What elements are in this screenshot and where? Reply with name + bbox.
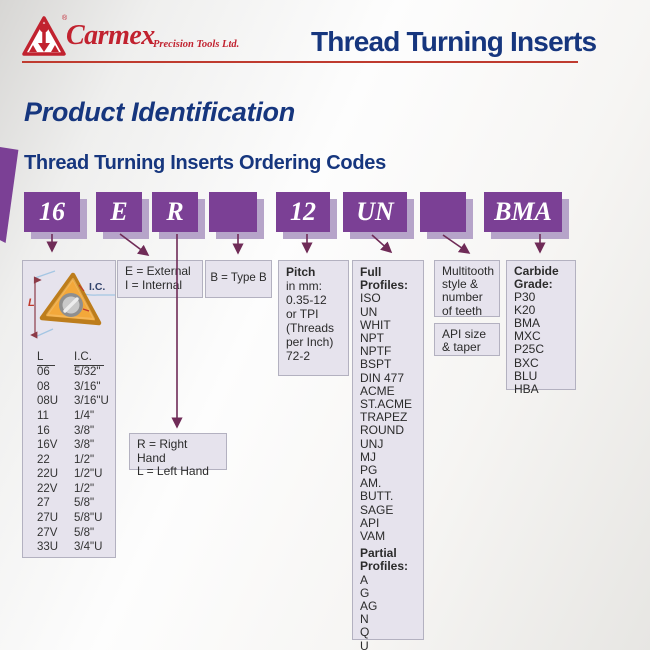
- size-table-row: 27V 5/8": [37, 526, 95, 539]
- carbide-grade-item: BXC: [514, 355, 539, 370]
- dimension-label-l: L: [28, 297, 35, 309]
- multitooth-line: style &: [442, 277, 479, 292]
- code-box-hand: R: [152, 192, 198, 232]
- size-table-row: 22 1/2": [37, 453, 95, 466]
- full-profile-item: ROUND: [360, 423, 404, 438]
- type-b-text: B = Type B: [210, 272, 267, 285]
- full-profile-item: TRAPEZ: [360, 410, 408, 425]
- code-box-pitch: 12: [276, 192, 330, 232]
- code-box-external: E: [96, 192, 142, 232]
- pitch-line: or TPI: [286, 307, 319, 321]
- partial-profile-item: G: [360, 585, 370, 600]
- api-line: & taper: [442, 340, 481, 355]
- partial-profile-item: A: [360, 572, 369, 587]
- full-profile-item: MJ: [360, 449, 376, 464]
- partial-profile-item: AG: [360, 599, 378, 614]
- pitch-line: (Threads: [286, 321, 335, 335]
- carbide-grades-list: [514, 291, 568, 397]
- carbide-grade-item: BLU: [514, 368, 538, 383]
- multitooth-line: of teeth: [442, 303, 483, 318]
- full-profile-item: ST.ACME: [360, 397, 413, 412]
- full-profile-item: UNJ: [360, 436, 384, 451]
- full-profiles-list: [360, 292, 416, 543]
- full-profile-item: PG: [360, 463, 378, 478]
- pitch-line: 0.35-12: [286, 293, 327, 307]
- size-table-row: 16V 3/8": [37, 439, 95, 452]
- dimension-label-ic: I.C.: [89, 281, 106, 293]
- hand-line1: R = Right Hand: [137, 437, 188, 465]
- carbide-grade-item: P25C: [514, 342, 545, 357]
- size-table-body: [37, 366, 109, 556]
- size-table-row: 27U 5/8"U: [37, 512, 103, 525]
- full-profile-item: ACME: [360, 383, 395, 398]
- full-profile-item: NPT: [360, 331, 384, 346]
- code-box-grade: BMA: [484, 192, 562, 232]
- api-lines: [442, 328, 492, 354]
- full-profile-item: UN: [360, 304, 378, 319]
- full-profiles-title: Full Profiles:: [360, 265, 409, 293]
- page-title: Thread Turning Inserts: [311, 26, 597, 57]
- code-box-type: [209, 192, 257, 232]
- partial-profiles-list: [360, 574, 416, 650]
- partial-profile-item: N: [360, 612, 369, 627]
- full-profile-item: DIN 477: [360, 370, 405, 385]
- carbide-grade-item: BMA: [514, 315, 541, 330]
- pitch-line: 72-2: [286, 349, 311, 363]
- full-profile-item: SAGE: [360, 502, 394, 517]
- ei-line2: I = Internal: [125, 277, 183, 292]
- full-profile-item: API: [360, 515, 380, 530]
- api-note: [434, 323, 500, 356]
- full-profile-item: BSPT: [360, 357, 392, 372]
- size-table-row: 06 5/32": [37, 366, 101, 379]
- type-b-note: [205, 260, 272, 298]
- multitooth-lines: [442, 264, 495, 318]
- size-table-row: 27 5/8": [37, 497, 95, 510]
- partial-profile-item: Q: [360, 625, 370, 640]
- multitooth-line: Multitooth: [442, 264, 495, 278]
- partial-profile-item: U: [360, 638, 369, 650]
- carmex-logo-icon: [20, 12, 68, 60]
- full-profile-item: VAM: [360, 529, 386, 544]
- size-note-box: [22, 260, 116, 558]
- size-table-row: 22U 1/2"U: [37, 468, 103, 481]
- code-box-multitooth: [420, 192, 466, 232]
- brand-name: Carmex: [66, 20, 155, 51]
- carbide-grade-item: K20: [514, 302, 536, 317]
- full-profile-item: NPTF: [360, 344, 392, 359]
- header-divider: [22, 61, 578, 63]
- size-table-row: 22V 1/2": [37, 482, 95, 495]
- external-internal-note: [117, 260, 203, 298]
- size-table-header: L I.C.: [37, 351, 109, 366]
- hand-note: [129, 433, 227, 478]
- hand-line2: L = Left Hand: [137, 464, 209, 478]
- size-table-row: 08U 3/16"U: [37, 395, 109, 408]
- pitch-line: in mm:: [286, 279, 322, 293]
- size-table-row: 11 1/4": [37, 409, 95, 422]
- section-title: Product Identification: [24, 97, 295, 127]
- ei-line1: E = External: [125, 264, 191, 278]
- pitch-line: per Inch): [286, 335, 334, 349]
- thread-insert-illustration: [23, 265, 117, 353]
- decorative-purple-sliver: [0, 146, 20, 244]
- svg-text:®: ®: [62, 15, 68, 22]
- brand-subtitle: Precision Tools Ltd.: [153, 39, 240, 50]
- pitch-lines: [286, 279, 341, 363]
- profiles-note: [352, 260, 424, 650]
- carbide-grade-item: P30: [514, 289, 536, 304]
- multitooth-note: [434, 260, 500, 317]
- carbide-title: Carbide Grade:: [514, 264, 559, 291]
- pitch-note: [278, 260, 349, 376]
- multitooth-line: number: [442, 290, 483, 305]
- code-box-profile: UN: [343, 192, 407, 232]
- api-line: API size: [442, 327, 487, 341]
- size-table-row: 33U 3/4"U: [37, 541, 103, 554]
- code-box-size: 16: [24, 192, 80, 232]
- partial-profiles-title: Partial Profiles:: [360, 546, 409, 574]
- section-subtitle: Thread Turning Inserts Ordering Codes: [24, 152, 386, 174]
- full-profile-item: WHIT: [360, 317, 391, 332]
- carbide-grade-item: HBA: [514, 381, 539, 396]
- pitch-title: Pitch: [286, 265, 316, 279]
- size-table-row: 16 3/8": [37, 424, 95, 437]
- carbide-grade-item: MXC: [514, 329, 541, 344]
- size-table: [37, 351, 109, 555]
- size-table-row: 08 3/16": [37, 380, 101, 393]
- full-profile-item: ISO: [360, 291, 381, 306]
- full-profile-item: AM. BUTT.: [360, 476, 394, 504]
- carbide-note: [506, 260, 576, 396]
